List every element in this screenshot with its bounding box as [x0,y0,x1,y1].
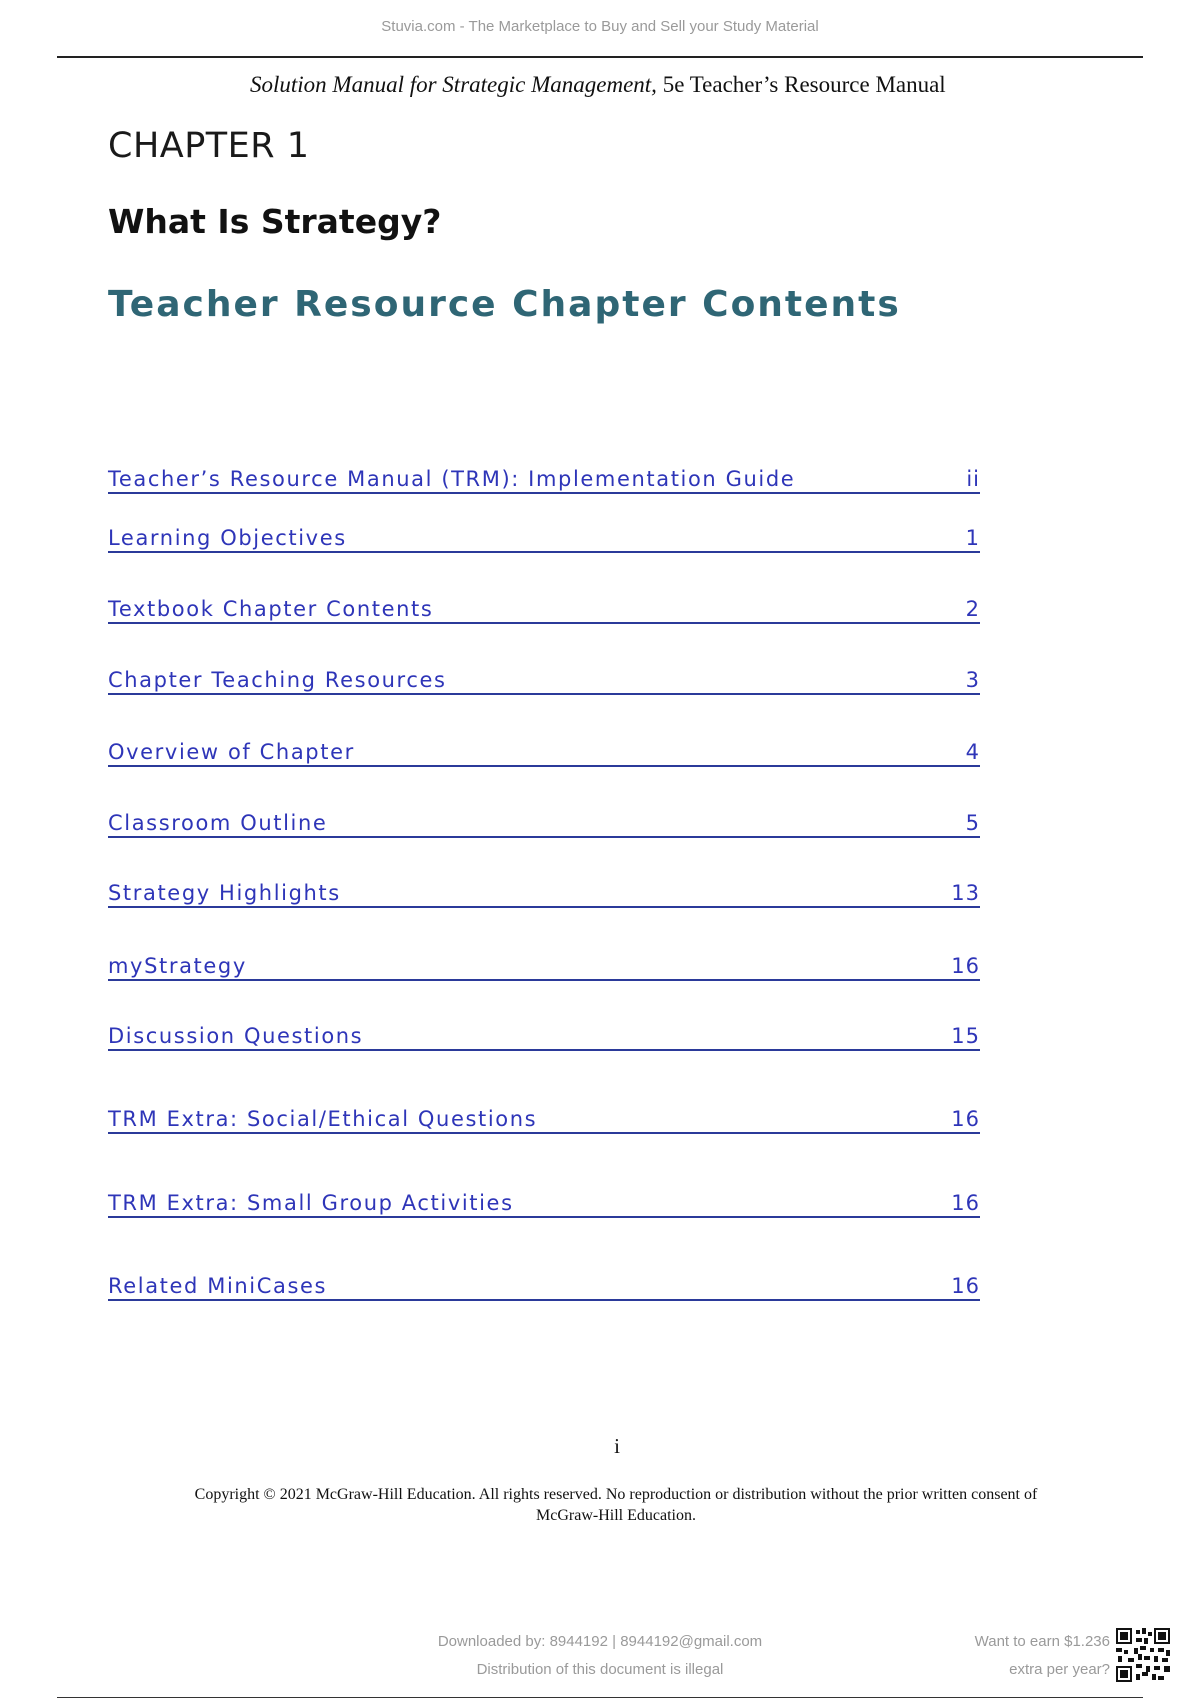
toc-entry-page[interactable]: 2 [965,597,980,621]
toc-entry-page[interactable]: 1 [965,526,980,550]
toc-entry-textbook-chapter-contents[interactable] [108,592,980,624]
toc-entry-page[interactable]: 5 [965,811,980,835]
toc-entry-page[interactable]: ii [966,467,980,491]
toc-entry-related-minicases[interactable] [108,1269,980,1301]
toc-entry-implementation-guide[interactable] [108,462,980,494]
chapter-label: CHAPTER 1 [108,126,310,166]
toc-entry-title[interactable]: myStrategy [108,954,247,978]
page-number: i [614,1434,620,1458]
toc-entry-page[interactable]: 13 [951,881,980,905]
toc-entry-title[interactable]: Related MiniCases [108,1274,328,1298]
toc-entry-page[interactable]: 16 [951,1274,980,1298]
toc-entry-title[interactable]: Strategy Highlights [108,881,341,905]
toc-entry-learning-objectives[interactable] [108,521,980,553]
copyright-line-1: Copyright © 2021 McGraw-Hill Education. All rights reserved. No reproduction or distribution without the prior written consent of [194,1486,1038,1503]
download-info [380,1628,820,1684]
toc-entry-page[interactable]: 16 [951,1107,980,1131]
distribution-notice: Distribution of this document is illegal [476,1661,724,1678]
copyright-line-2: McGraw-Hill Education. [536,1507,696,1524]
toc-entry-title[interactable]: TRM Extra: Social/Ethical Questions [108,1107,538,1131]
toc-entry-page[interactable]: 16 [951,954,980,978]
toc-entry-discussion-questions[interactable] [108,1019,980,1051]
downloaded-by-text: Downloaded by: 8944192 | 8944192@gmail.com [437,1633,763,1650]
toc-entry-page[interactable]: 15 [951,1024,980,1048]
toc-entry-chapter-teaching-resources[interactable] [108,663,980,695]
toc-entry-title[interactable]: Discussion Questions [108,1024,364,1048]
toc-entry-title[interactable]: Classroom Outline [108,811,328,835]
copyright-notice [130,1484,1102,1526]
toc-entry-title[interactable]: Learning Objectives [108,526,347,550]
toc-entry-overview-of-chapter[interactable] [108,735,980,767]
toc-entry-mystrategy[interactable] [108,949,980,981]
toc-entry-title[interactable]: Teacher’s Resource Manual (TRM): Implementation Guide [108,467,796,491]
contents-heading: Teacher Resource Chapter Contents [108,284,901,325]
toc-entry-small-group-activities[interactable] [108,1186,980,1218]
toc-entry-title[interactable]: Overview of Chapter [108,740,355,764]
toc-entry-title[interactable]: Textbook Chapter Contents [108,597,434,621]
earn-promo-line-1[interactable]: Want to earn $1.236 [974,1633,1110,1650]
qr-code-icon[interactable] [1116,1628,1170,1682]
running-header-subtitle: 5e Teacher’s Resource Manual [656,72,946,97]
earn-promo[interactable] [930,1628,1110,1684]
toc-entry-page[interactable]: 3 [965,668,980,692]
running-header-book-title: Solution Manual for Strategic Management, [250,72,657,97]
toc-entry-page[interactable]: 16 [951,1191,980,1215]
toc-entry-strategy-highlights[interactable] [108,876,980,908]
toc-entry-social-ethical-questions[interactable] [108,1102,980,1134]
table-of-contents [108,0,980,1400]
earn-promo-line-2[interactable]: extra per year? [1009,1661,1110,1678]
toc-entry-classroom-outline[interactable] [108,806,980,838]
toc-entry-page[interactable]: 4 [965,740,980,764]
chapter-title: What Is Strategy? [108,202,442,241]
toc-entry-title[interactable]: TRM Extra: Small Group Activities [108,1191,514,1215]
watermark-top-text: Stuvia.com - The Marketplace to Buy and Sell your Study Material [381,18,819,35]
footer-divider [57,1697,1143,1698]
toc-entry-title[interactable]: Chapter Teaching Resources [108,668,447,692]
